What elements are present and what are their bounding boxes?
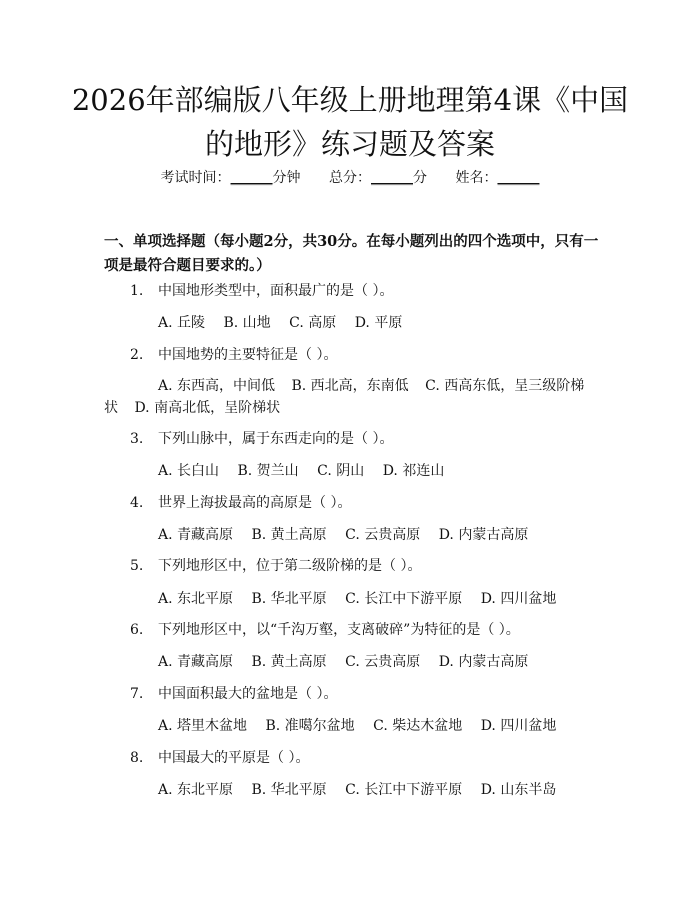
question-2-options <box>104 375 599 419</box>
question-number: 3. <box>130 431 144 447</box>
question-4-options <box>158 525 542 545</box>
exam-name <box>455 170 539 186</box>
option-b: B. 山地 <box>223 315 271 331</box>
question-text: 中国地势的主要特征是（ ）。 <box>158 347 338 363</box>
question-text: 中国最大的平原是（ ）。 <box>158 750 310 766</box>
option-a: A. 青藏高原 <box>158 527 234 543</box>
option-c: C. 柴达木盆地 <box>373 718 463 734</box>
title-line-1: 2026年部编版八年级上册地理第4课《中国 <box>71 83 629 117</box>
question-7 <box>130 684 337 704</box>
question-number: 4. <box>130 495 144 511</box>
option-b: B. 黄土高原 <box>251 654 327 670</box>
exam-time <box>161 170 301 186</box>
question-3-options <box>158 461 458 481</box>
exam-info <box>0 168 700 188</box>
option-d: D. 南高北低，呈阶梯状 <box>134 400 281 416</box>
exam-name-blank: ______ <box>497 170 540 186</box>
option-c: C. 云贵高原 <box>345 654 421 670</box>
option-b: B. 黄土高原 <box>251 527 327 543</box>
question-3 <box>130 429 393 449</box>
question-7-options <box>158 716 570 736</box>
option-c: C. 长江中下游平原 <box>345 782 463 798</box>
question-6 <box>130 620 520 640</box>
option-d: D. 四川盆地 <box>480 591 557 607</box>
exam-time-label: 考试时间： <box>160 170 231 186</box>
question-number: 6. <box>130 622 144 638</box>
option-b: B. 贺兰山 <box>237 463 299 479</box>
exam-time-unit: 分钟 <box>272 170 301 186</box>
question-2 <box>130 345 337 365</box>
question-text: 中国地形类型中，面积最广的是（ ）。 <box>158 283 394 299</box>
question-number: 7. <box>130 686 144 702</box>
question-number: 1. <box>130 283 144 299</box>
question-text: 世界上海拔最高的高原是（ ）。 <box>158 495 352 511</box>
question-5 <box>130 556 421 576</box>
question-text: 下列地形区中，以“千沟万壑，支离破碎”为特征的是（ ）。 <box>158 622 520 638</box>
title-line-2: 的地形》练习题及答案 <box>204 127 495 161</box>
page-title <box>0 78 700 166</box>
option-d: D. 祁连山 <box>382 463 445 479</box>
question-1-options <box>158 313 416 333</box>
exam-name-label: 姓名： <box>455 170 498 186</box>
option-a: A. 丘陵 <box>158 315 206 331</box>
question-6-options <box>158 652 542 672</box>
question-1 <box>130 281 393 301</box>
option-d: D. 山东半岛 <box>480 782 557 798</box>
option-a: A. 长白山 <box>158 463 220 479</box>
option-b: B. 准噶尔盆地 <box>265 718 355 734</box>
option-b: B. 华北平原 <box>251 591 327 607</box>
exam-time-blank: ______ <box>230 170 273 186</box>
option-a: A. 东西高，中间低 <box>158 378 276 394</box>
option-b: B. 华北平原 <box>251 782 327 798</box>
question-5-options <box>158 589 570 609</box>
section-heading: 一、单项选择题（每小题2分，共30分。在每小题列出的四个选项中，只有一项是最符合题目要求的。） <box>104 233 599 274</box>
exam-score-label: 总分： <box>329 170 371 186</box>
option-a: A. 东北平原 <box>158 591 234 607</box>
option-d: D. 内蒙古高原 <box>438 527 529 543</box>
option-b: B. 西北高，东南低 <box>291 378 409 394</box>
question-number: 8. <box>130 750 144 766</box>
question-text: 中国面积最大的盆地是（ ）。 <box>158 686 338 702</box>
question-number: 5. <box>130 558 144 574</box>
option-d: D. 四川盆地 <box>480 718 557 734</box>
option-c: C. 高原 <box>289 315 337 331</box>
question-text: 下列山脉中，属于东西走向的是（ ）。 <box>158 431 394 447</box>
option-a: A. 东北平原 <box>158 782 234 798</box>
question-8 <box>130 748 309 768</box>
option-c: C. 西高东低，呈三级阶梯状 <box>104 378 585 416</box>
option-a: A. 塔里木盆地 <box>158 718 248 734</box>
option-d: D. 内蒙古高原 <box>438 654 529 670</box>
exam-score <box>329 170 427 186</box>
question-4 <box>130 493 351 513</box>
option-c: C. 阴山 <box>317 463 365 479</box>
option-c: C. 长江中下游平原 <box>345 591 463 607</box>
exam-score-unit: 分 <box>413 170 427 186</box>
option-a: A. 青藏高原 <box>158 654 234 670</box>
question-number: 2. <box>130 347 144 363</box>
question-8-options <box>158 780 570 800</box>
option-d: D. 平原 <box>354 315 403 331</box>
question-text: 下列地形区中，位于第二级阶梯的是（ ）。 <box>158 558 422 574</box>
exam-score-blank: ______ <box>371 170 413 186</box>
option-c: C. 云贵高原 <box>345 527 421 543</box>
